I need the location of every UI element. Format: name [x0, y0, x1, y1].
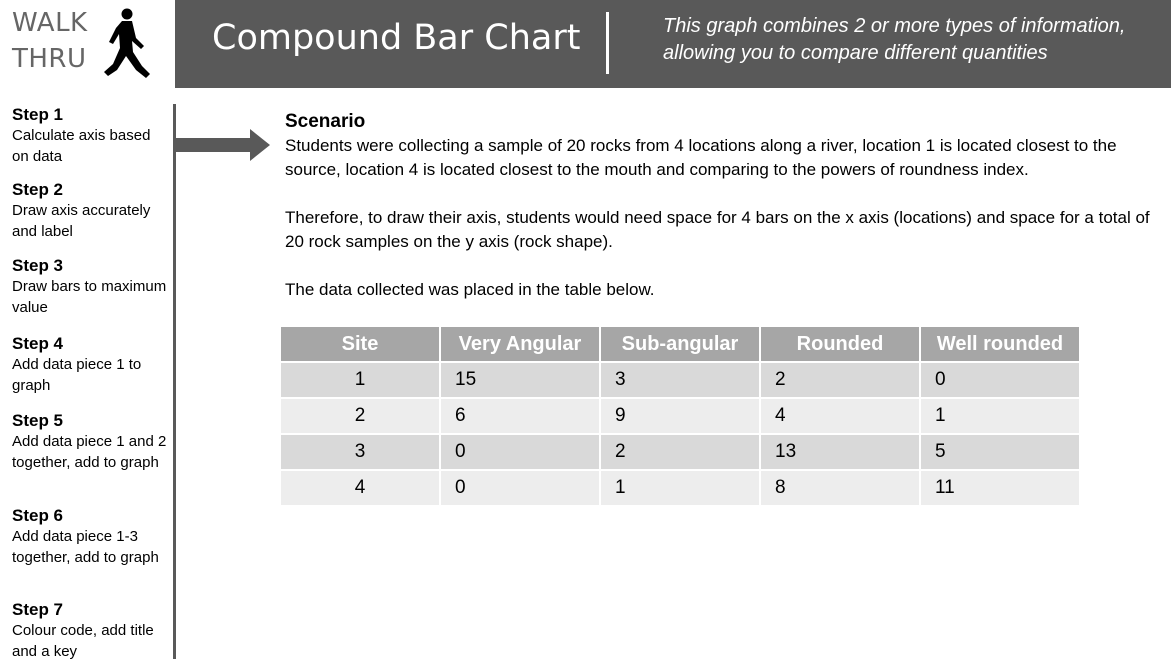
- table-row: [281, 398, 1080, 434]
- table-cell: 1: [600, 470, 760, 506]
- step-title: Step 2: [12, 180, 64, 199]
- scenario-paragraph-1: Students were collecting a sample of 20 rocks from 4 locations along a river, location 1 is located closest to the source, location 4 is located closest to the mouth and comparing to the powers of roundness index.: [285, 136, 1117, 179]
- table-cell: 0: [920, 362, 1080, 398]
- column-header-very-angular: Very Angular: [440, 327, 600, 362]
- column-header-sub-angular: Sub-angular: [600, 327, 760, 362]
- table-cell: 1: [281, 362, 440, 398]
- table-cell: 0: [440, 434, 600, 470]
- step-title: Step 6: [12, 506, 64, 525]
- sidebar-divider: [173, 104, 176, 659]
- page-title: Compound Bar Chart: [212, 18, 581, 58]
- rock-data-table: [281, 327, 1081, 507]
- step-text: Draw axis accurately and label: [12, 202, 151, 240]
- header-bar: [175, 0, 1171, 88]
- step-text: Add data piece 1 to graph: [12, 356, 142, 394]
- step-title: Step 5: [12, 411, 64, 430]
- step-text: Colour code, add title and a key: [12, 622, 154, 659]
- step-title: Step 1: [12, 105, 64, 124]
- table-cell: 0: [440, 470, 600, 506]
- step-6: [12, 505, 167, 568]
- step-title: Step 7: [12, 600, 64, 619]
- table-cell: 2: [281, 398, 440, 434]
- table-row: [281, 470, 1080, 506]
- walking-person-icon: [100, 8, 158, 78]
- column-header-rounded: Rounded: [760, 327, 920, 362]
- column-header-well-rounded: Well rounded: [920, 327, 1080, 362]
- walk-thru-logo: [0, 0, 175, 88]
- table-cell: 5: [920, 434, 1080, 470]
- table-cell: 11: [920, 470, 1080, 506]
- step-7: [12, 599, 167, 659]
- table-row: [281, 362, 1080, 398]
- step-text: Draw bars to maximum value: [12, 278, 167, 316]
- step-title: Step 3: [12, 256, 64, 275]
- table-cell: 2: [760, 362, 920, 398]
- header-description: This graph combines 2 or more types of information, allowing you to compare different quantities: [663, 15, 1126, 64]
- table-cell: 13: [760, 434, 920, 470]
- step-text: Calculate axis based on data: [12, 127, 151, 165]
- table-header-row: [281, 327, 1080, 362]
- step-text: Add data piece 1 and 2 together, add to graph: [12, 433, 167, 471]
- scenario-section: [285, 110, 1155, 302]
- step-3: [12, 255, 167, 318]
- table-cell: 8: [760, 470, 920, 506]
- step-4: [12, 333, 167, 396]
- logo-thru-text: THRU: [12, 44, 87, 74]
- table-row: [281, 434, 1080, 470]
- step-title: Step 4: [12, 334, 64, 353]
- step-1: [12, 104, 167, 167]
- header-divider: [606, 12, 609, 74]
- logo-walk-text: WALK: [12, 8, 88, 38]
- step-text: Add data piece 1-3 together, add to graph: [12, 528, 159, 566]
- scenario-paragraph-3: The data collected was placed in the table below.: [285, 280, 655, 299]
- table-cell: 4: [281, 470, 440, 506]
- table-cell: 15: [440, 362, 600, 398]
- step-5: [12, 410, 167, 473]
- table-cell: 3: [600, 362, 760, 398]
- scenario-paragraph-2: Therefore, to draw their axis, students would need space for 4 bars on the x axis (locations) and space for a total of 20 rock samples on the y axis (rock shape).: [285, 208, 1150, 251]
- column-header-site: Site: [281, 327, 440, 362]
- table-cell: 3: [281, 434, 440, 470]
- step-2: [12, 179, 167, 242]
- table-cell: 2: [600, 434, 760, 470]
- table-cell: 9: [600, 398, 760, 434]
- scenario-title: Scenario: [285, 111, 366, 132]
- arrow-right-icon: [176, 129, 270, 161]
- table-cell: 6: [440, 398, 600, 434]
- table-cell: 1: [920, 398, 1080, 434]
- table-cell: 4: [760, 398, 920, 434]
